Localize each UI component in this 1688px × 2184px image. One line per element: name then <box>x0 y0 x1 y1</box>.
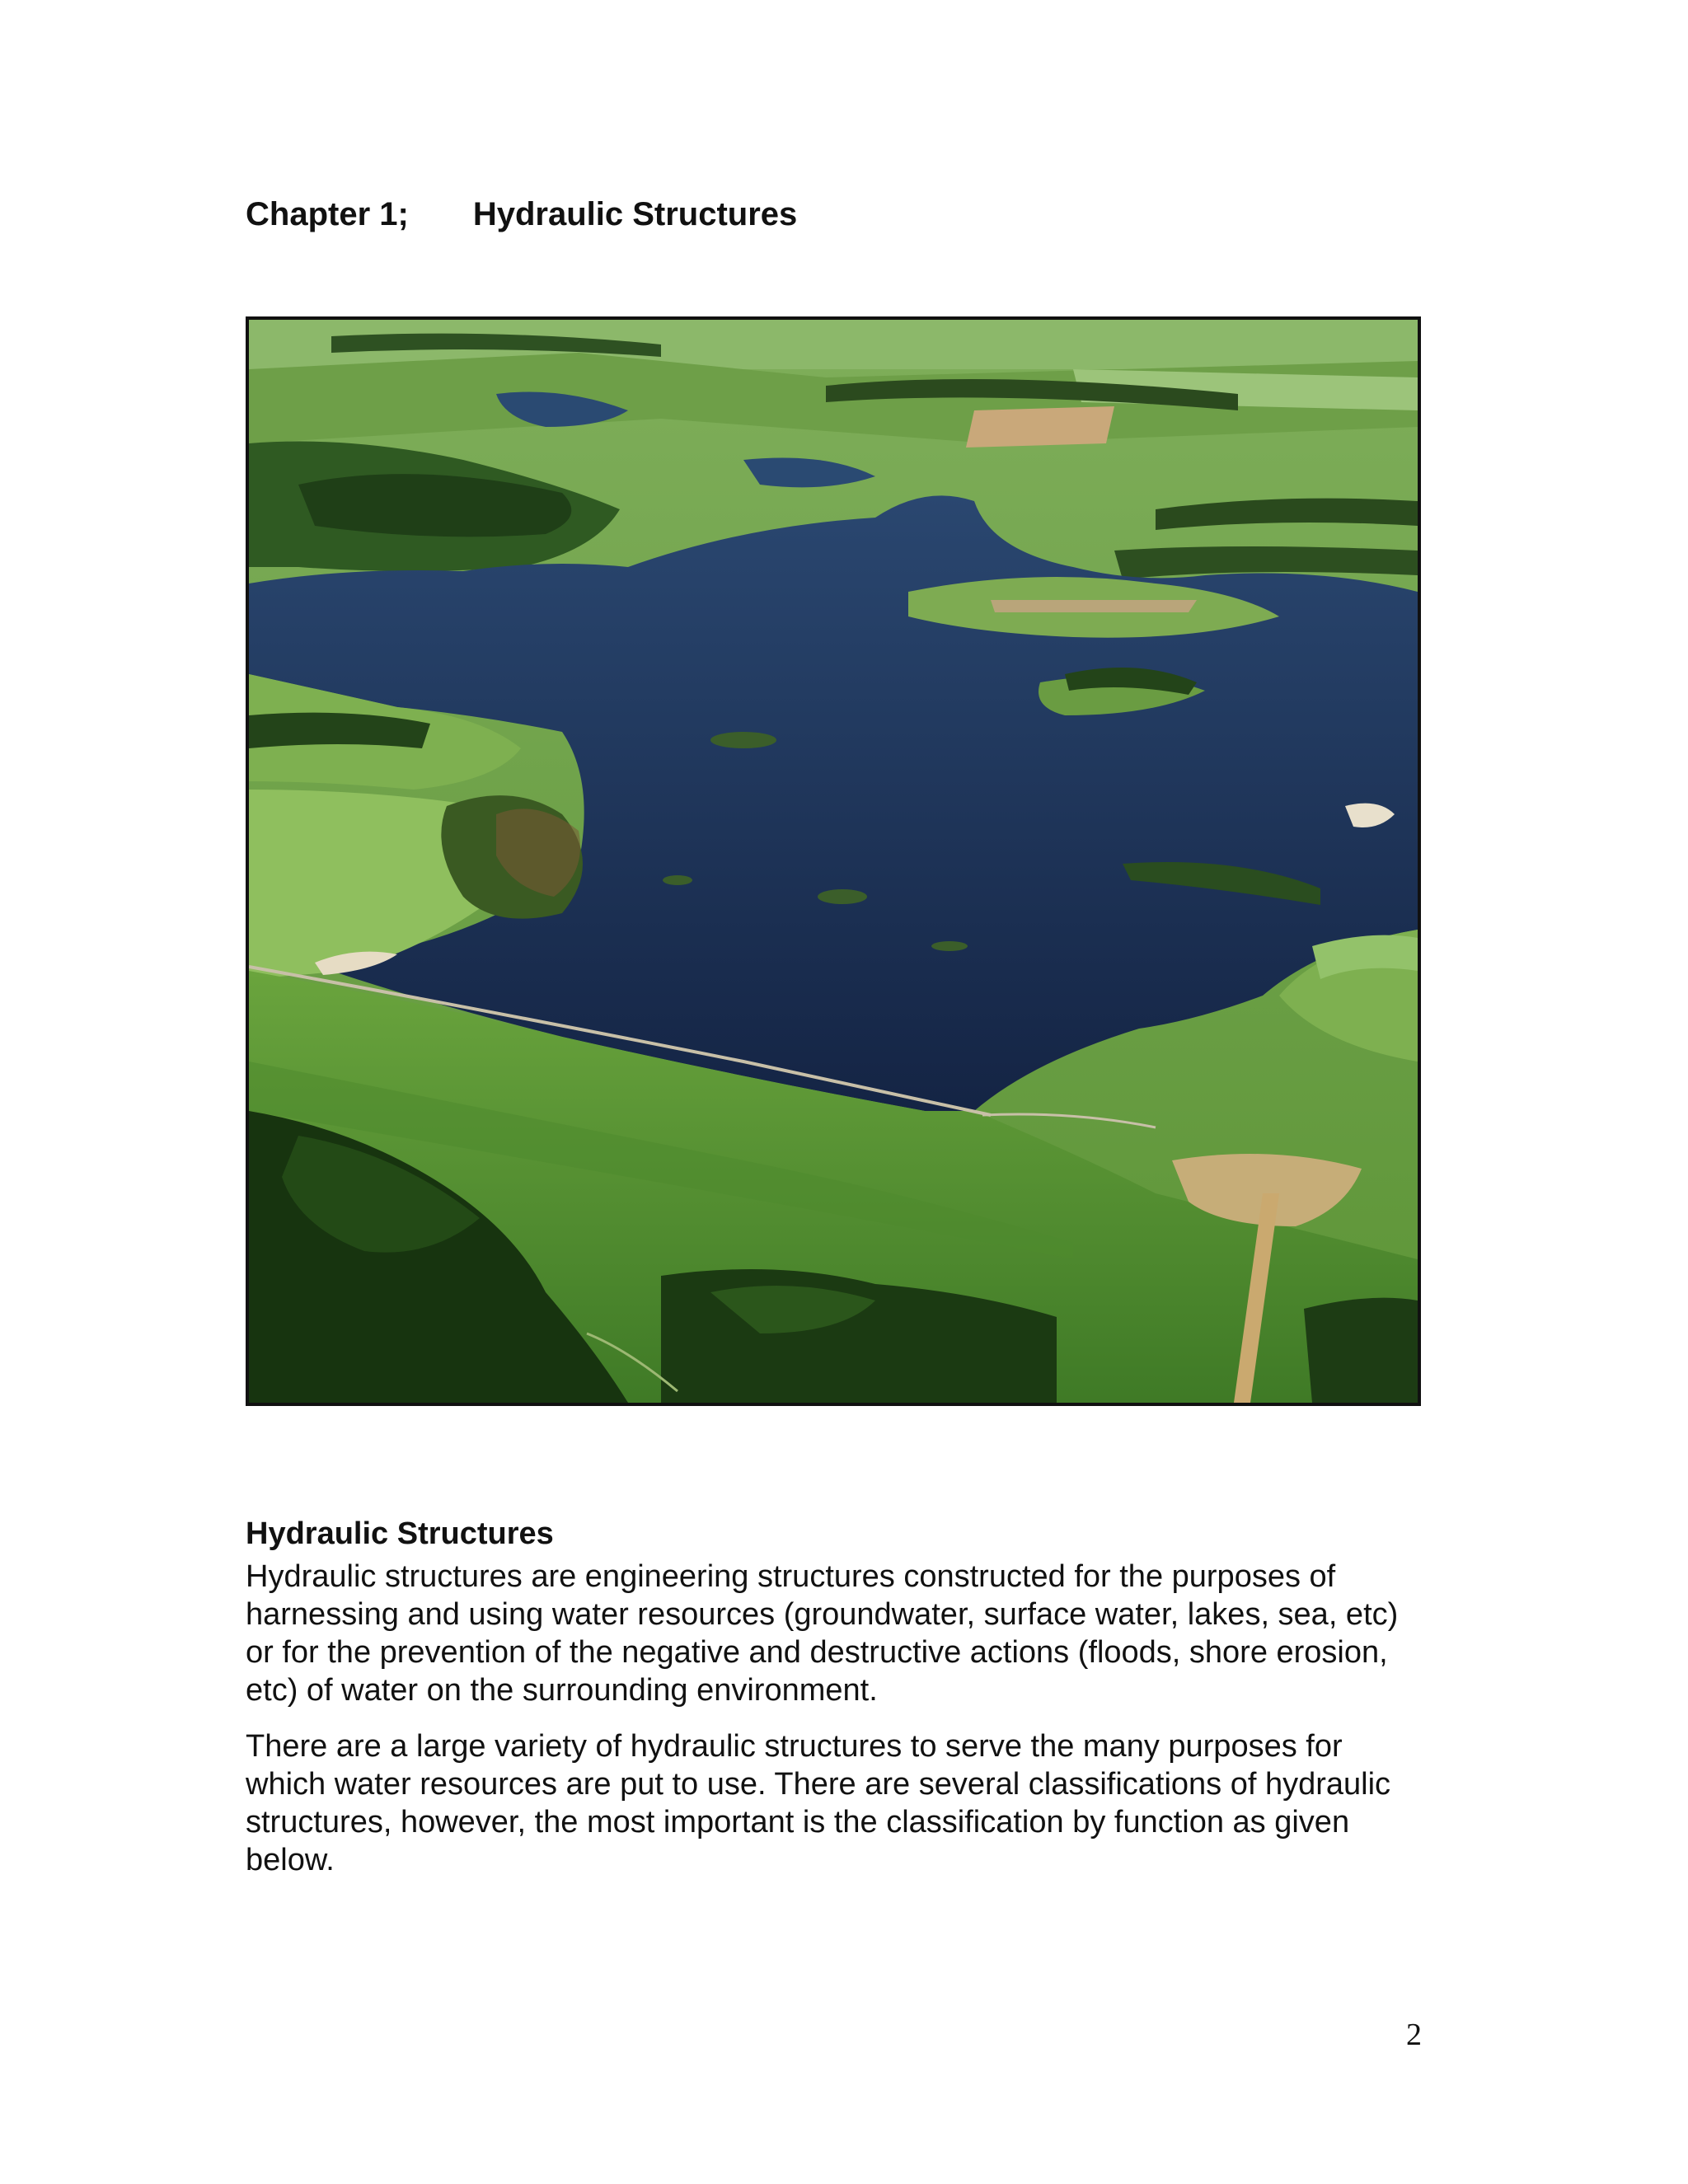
chapter-title: Hydraulic Structures <box>472 196 798 232</box>
body-paragraph-2: There are a large variety of hydraulic structures to serve the many purposes for which water resources are put to use. There are several classifications of hydraulic structures, however, the most important is the classification by function as given below. <box>246 1729 1391 1877</box>
reservoir-aerial-photo <box>246 316 1421 1406</box>
section-heading: Hydraulic Structures <box>246 1516 554 1551</box>
chapter-header <box>246 194 797 234</box>
body-paragraph-1: Hydraulic structures are engineering structures constructed for the purposes of harnessing and using water resources (groundwater, surface water, lakes, sea, etc) or for the prevention of the negative and destructive actions (floods, shore erosion, etc) of water on the surrounding environment. <box>246 1559 1399 1708</box>
page-number: 2 <box>1406 2018 1422 2052</box>
chapter-label: Chapter 1; <box>246 196 409 232</box>
reservoir-illustration <box>249 320 1418 1403</box>
